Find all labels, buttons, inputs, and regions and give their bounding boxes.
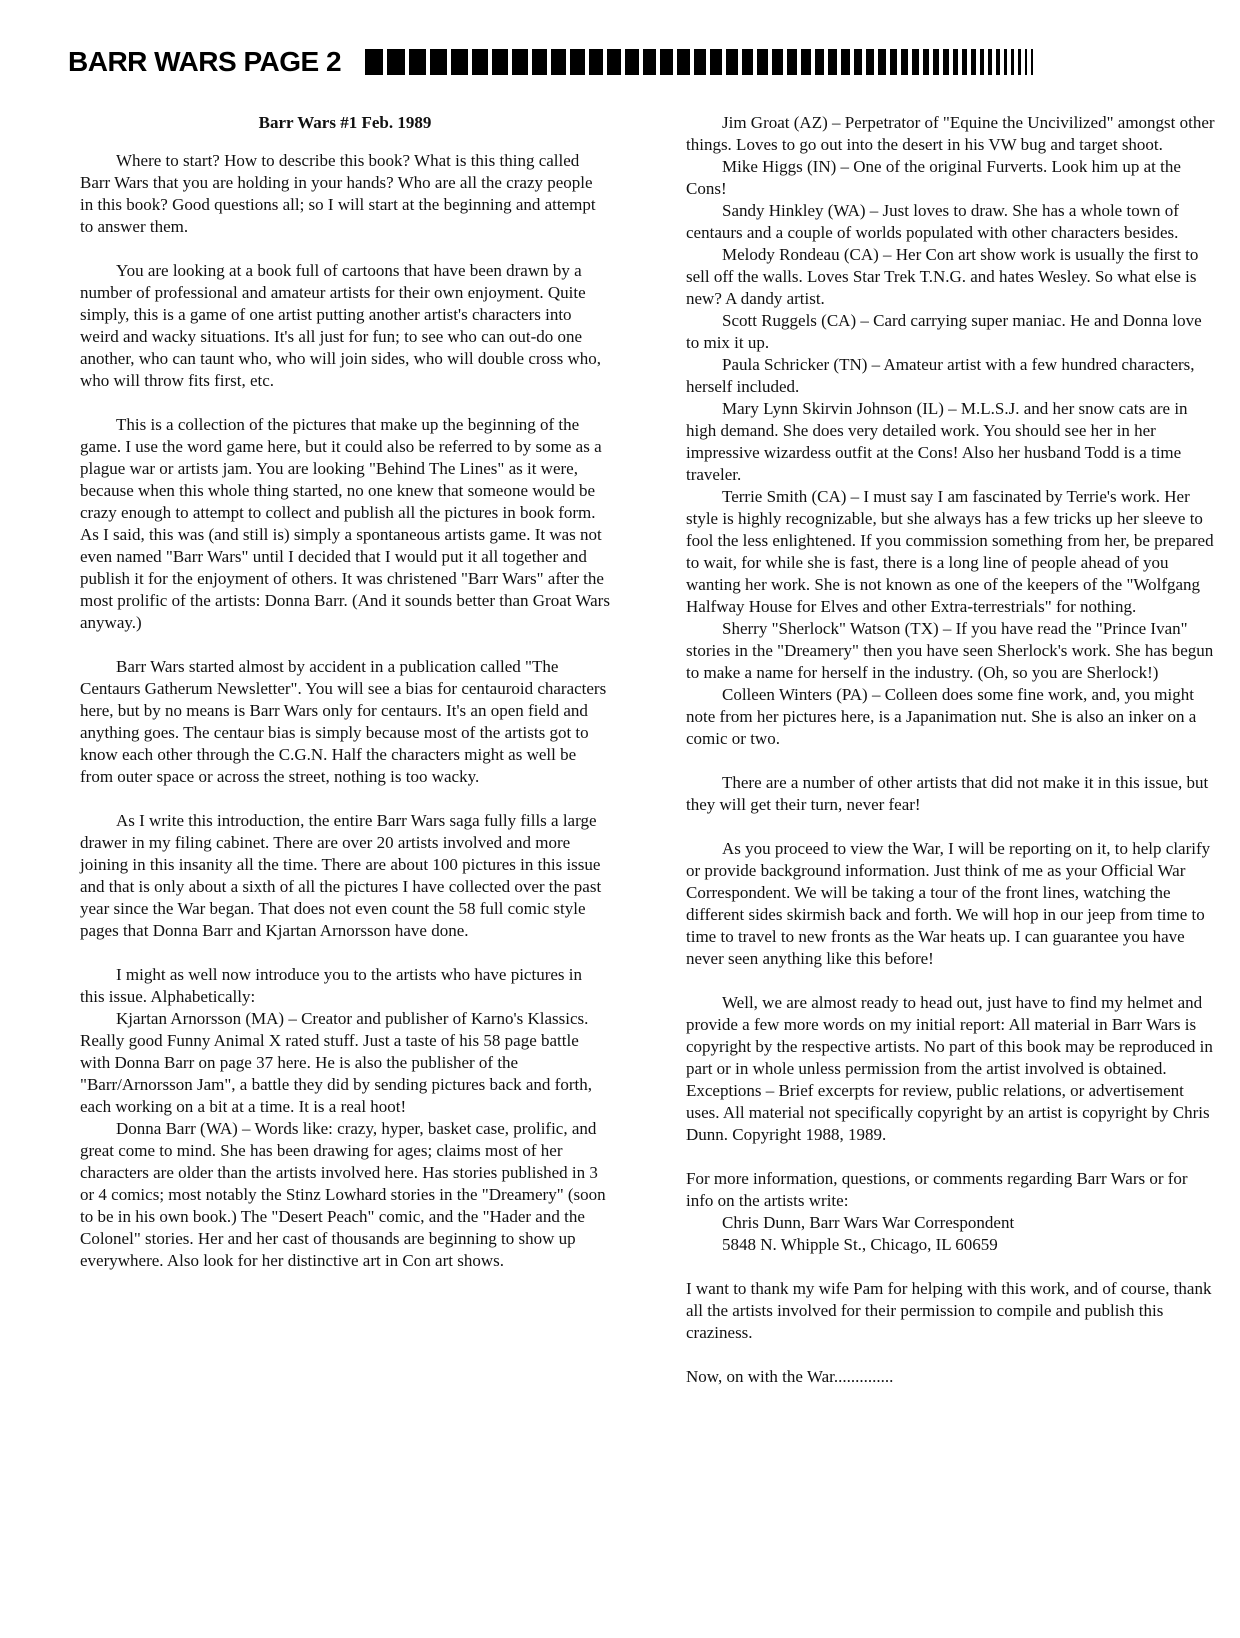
header-bar-block: [890, 49, 897, 75]
artist-entry: Terrie Smith (CA) – I must say I am fascinated by Terrie's work. Her style is highly recognizable, but she always has a few tricks up her sleeve to fool the less enlightened. If you commission something from her, be prepared to wait, for while she is fast, there is a long line of people ahead of you wanting her work. She is not known as one of the keepers of the "Wolfgang Halfway House for Elves and other Extra-terrestrials" for nothing.: [686, 487, 1214, 616]
artist-entry: Kjartan Arnorsson (MA) – Creator and publisher of Karno's Klassics. Really good Funny Animal X rated stuff. Just a taste of his 58 page battle with Donna Barr on page 37 here. He is also the publisher of the "Barr/Arnorsson Jam", a battle they did by sending pictures back and forth, each working on a bit at a time. It is a real hoot!: [80, 1009, 592, 1116]
header-bar-block: [1004, 49, 1007, 75]
header-bar-block: [923, 49, 929, 75]
closing-line: Now, on with the War..............: [686, 1367, 894, 1386]
header-bar-block: [971, 49, 976, 75]
header-bar-block: [677, 49, 690, 75]
header-bar-block: [1011, 49, 1014, 75]
contact-paragraph: For more information, questions, or comments regarding Barr Wars or for info on the artists write:: [686, 1169, 1188, 1210]
page-title: BARR WARS PAGE 2: [68, 46, 342, 77]
right-column: [686, 112, 1216, 1388]
header-bar-block: [772, 49, 783, 75]
copyright-paragraph: Well, we are almost ready to head out, just have to find my helmet and provide a few more words on my initial report: All material in Barr Wars is copyright by the respective artists. No part of this book may be reproduced in part or in whole unless permission from the artist involved is obtained. Exceptions – Brief excerpts for review, public relations, or advertisement uses. All material not specifically copyright by an artist is copyright by Chris Dunn. Copyright 1988, 1989.: [686, 993, 1213, 1144]
header-bar-block: [901, 49, 908, 75]
intro-paragraph: Where to start? How to describe this book? What is this thing called Barr Wars that you are holding in your hands? Who are all the crazy people in this book? Good questions all; so I will start at the beginning and attempt to answer them.: [80, 151, 596, 236]
intro-paragraph: This is a collection of the pictures that make up the beginning of the game. I use the word game here, but it could also be referred to by some as a plague war or artists jam. You are looking "Behind The Lines" as it were, because when this whole thing started, no one knew that someone would be crazy enough to attempt to collect and publish all the pictures in book form. As I said, this was (and still is) simply a spontaneous artists game. It was not even named "Barr Wars" until I decided that I would put it all together and publish it for the enjoyment of others. It was christened "Barr Wars" after the most prolific of the artists: Donna Barr. (And it sounds better than Groat Wars anyway.): [80, 415, 610, 632]
thanks-paragraph: I want to thank my wife Pam for helping with this work, and of course, thank all the artists involved for their permission to compile and publish this craziness.: [686, 1279, 1212, 1342]
header-bar-block: [387, 49, 405, 75]
header-bar-block: [962, 49, 967, 75]
artists-intro-paragraph: I might as well now introduce you to the artists who have pictures in this issue. Alphabetically:: [80, 965, 582, 1006]
left-column: [80, 112, 610, 1272]
artist-entry: Colleen Winters (PA) – Colleen does some fine work, and, you might note from her pictures here, is a Japanimation nut. She is also an inker on a comic or two.: [686, 685, 1197, 748]
header-bar-block: [551, 49, 566, 75]
artist-entry: Jim Groat (AZ) – Perpetrator of "Equine the Uncivilized" amongst other things. Loves to go out into the desert in his VW bug and target shoot.: [686, 113, 1215, 154]
artist-entry: Sandy Hinkley (WA) – Just loves to draw. She has a whole town of centaurs and a couple of worlds populated with other characters besides.: [686, 201, 1179, 242]
header-bar-block: [710, 49, 722, 75]
intro-paragraph: As I write this introduction, the entire Barr Wars saga fully fills a large drawer in my filing cabinet. There are over 20 artists involved and more joining in this insanity all the time. There are about 100 pictures in this issue and that is only about a sixth of all the pictures I have collected over the past year since the War began. That does not even count the 58 full comic style pages that Donna Barr and Kjartan Arnorsson have done.: [80, 811, 602, 940]
artist-entry: Mary Lynn Skirvin Johnson (IL) – M.L.S.J. and her snow cats are in high demand. She does very detailed work. You should see her in her impressive wizardess outfit at the Cons! Also her husband Todd is a time traveler.: [686, 399, 1188, 484]
header-bar-block: [625, 49, 639, 75]
header-bar-block: [878, 49, 886, 75]
header-bar-block: [472, 49, 488, 75]
header-bar-block: [365, 49, 383, 75]
header-bar-block: [943, 49, 949, 75]
intro-paragraph: You are looking at a book full of cartoons that have been drawn by a number of professional and amateur artists for their own enjoyment. Quite simply, this is a game of one artist putting another artist's characters into weird and wacky situations. It's all just for fun; to see who can out-do one another, who can taunt who, who will join sides, who will double cross who, who will throw fits first, etc.: [80, 261, 602, 390]
header-bar-block: [815, 49, 824, 75]
header-bar-block: [980, 49, 984, 75]
header-bar-block: [409, 49, 426, 75]
header-bar-block: [607, 49, 621, 75]
header-bar-block: [726, 49, 738, 75]
artist-entry: Sherry "Sherlock" Watson (TX) – If you have read the "Prince Ivan" stories in the "Dreamery" then you have seen Sherlock's work. She has begun to make a name for herself in the industry. (Oh, so you are Sherlock!): [686, 619, 1214, 682]
header-bar-block: [996, 49, 1000, 75]
header-bar-block: [787, 49, 797, 75]
header-bar-block: [988, 49, 992, 75]
header-bar-block: [828, 49, 837, 75]
page-header: [68, 40, 1208, 84]
artist-entry: Melody Rondeau (CA) – Her Con art show work is usually the first to sell off the walls. Loves Star Trek T.N.G. and hates Wesley. So what else is new? A dandy artist.: [686, 245, 1199, 308]
header-bar-block: [589, 49, 603, 75]
header-bar-block: [841, 49, 850, 75]
artist-entry: Scott Ruggels (CA) – Card carrying super maniac. He and Donna love to mix it up.: [686, 311, 1202, 352]
header-bar-block: [912, 49, 919, 75]
correspondent-paragraph: As you proceed to view the War, I will be reporting on it, to help clarify or provide background information. Just think of me as your Official War Correspondent. We will be taking a tour of the front lines, watching the different sides skirmish back and forth. We will hop in our jeep from time to time to travel to new fronts as the War heats up. I can guarantee you have never seen anything like this before!: [686, 839, 1211, 968]
artist-entry: Paula Schricker (TN) – Amateur artist with a few hundred characters, herself included.: [686, 355, 1195, 396]
header-bar-block: [866, 49, 874, 75]
header-bar-block: [570, 49, 585, 75]
contact-name: Chris Dunn, Barr Wars War Correspondent: [722, 1213, 1015, 1232]
header-bar-block: [953, 49, 958, 75]
header-bar-block: [757, 49, 768, 75]
header-bar-block: [1025, 49, 1027, 75]
header-bar-block: [742, 49, 753, 75]
artist-entry: Donna Barr (WA) – Words like: crazy, hyper, basket case, prolific, and great come to mind. She has been drawing for ages; claims most of her characters are older than the artists involved here. Has stories published in 3 or 4 comics; most notably the Stinz Lowhard stories in the "Dreamery" (soon to be in his own book.) The "Desert Peach" comic, and the "Hader and the Colonel" stories. Her and her cast of thousands are beginning to show up everywhere. Also look for her distinctive art in Con art shows.: [80, 1119, 606, 1270]
header-bar-block: [643, 49, 656, 75]
header-bar-block: [512, 49, 528, 75]
header-bar-block: [660, 49, 673, 75]
header-bar-block: [430, 49, 447, 75]
header-bar-block: [801, 49, 811, 75]
header-bar-block: [1018, 49, 1021, 75]
artist-entry: Mike Higgs (IN) – One of the original Furverts. Look him up at the Cons!: [686, 157, 1181, 198]
header-bar-block: [532, 49, 547, 75]
header-bar-block: [451, 49, 468, 75]
contact-address: 5848 N. Whipple St., Chicago, IL 60659: [722, 1235, 998, 1254]
header-bar-block: [492, 49, 508, 75]
intro-paragraph: Barr Wars started almost by accident in a publication called "The Centaurs Gatherum Newsletter". You will see a bias for centauroid characters here, but by no means is Barr Wars only for centaurs. It's an open field and anything goes. The centaur bias is simply because most of the artists got to know each other through the C.G.N. Half the characters might as well be from outer space or across the street, nothing is too wacky.: [80, 657, 607, 786]
other-artists-paragraph: There are a number of other artists that did not make it in this issue, but they will get their turn, never fear!: [686, 773, 1209, 814]
header-bar-block: [694, 49, 706, 75]
decorative-block-bar: [365, 49, 1208, 75]
header-bar-block: [1031, 49, 1033, 75]
header-bar-block: [854, 49, 862, 75]
header-bar-block: [933, 49, 939, 75]
issue-heading: Barr Wars #1 Feb. 1989: [258, 113, 432, 132]
